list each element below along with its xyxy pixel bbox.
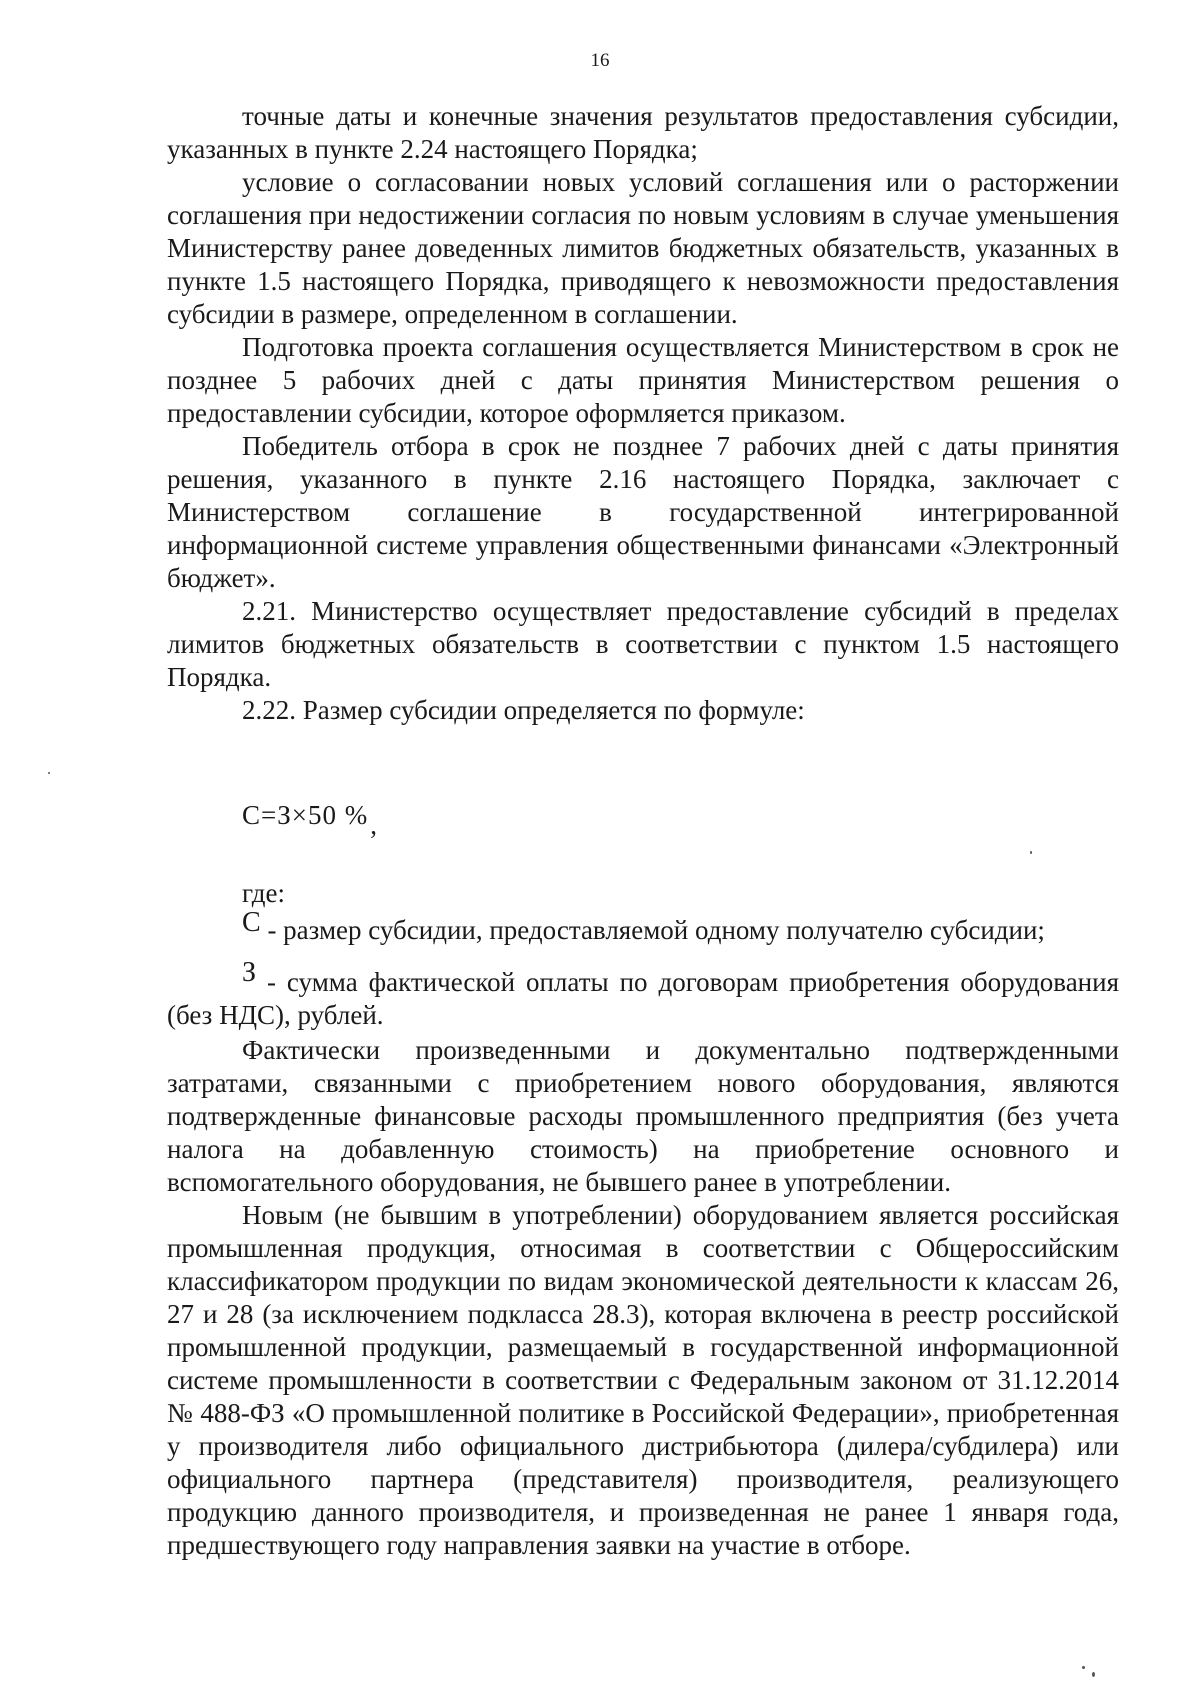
paragraph: Новым (не бывшим в употреблении) оборудованием является российская промышленная продукция, относимая в соответствии с Общероссийским классификатором продукции по видам экономической деятельности к классам 26, 27 и 28 (за исключением подкласса 28.3), которая включена в реестр российской промышленной продукции, размещаемый в государственной информационной системе промышленности в соответствии с Федеральным законом от 31.12.2014 № 488-ФЗ «О промышленной политике в Российской Федерации», приобретенная у производителя либо официального дистрибьютора (дилера/субдилера) или официального партнера (представителя) производителя, реализующего продукцию данного производителя, и произведенная не ранее 1 января года, предшествующего году направления заявки на участие в отборе. [167, 1200, 1119, 1560]
definition-text: - размер субсидии, предоставляемой одному получателю субсидии; [260, 915, 1045, 945]
definition-symbol: З [242, 957, 257, 988]
paragraph: Подготовка проекта соглашения осуществляется Министерством в срок не позднее 5 рабочих дней с даты принятия Министерством решения о предоставлении субсидии, которое оформляется приказом. [167, 332, 1119, 428]
paragraph: точные даты и конечные значения результатов предоставления субсидии, указанных в пункте 2.24 настоящего Порядка; [167, 101, 1119, 164]
body-text-lower [167, 1034, 1119, 1562]
subsidy-formula [242, 800, 378, 840]
definition-symbol: С [242, 907, 261, 938]
definition-text: - сумма фактической оплаты по договорам приобретения оборудования (без НДС), рублей. [167, 967, 1119, 1030]
scan-speck [48, 772, 50, 774]
definition-z [167, 957, 1119, 1032]
definition-c [167, 907, 1119, 947]
formula-text: С=З×50 % [242, 800, 369, 830]
paragraph: 2.21. Министерство осуществляет предоставление субсидий в пределах лимитов бюджетных обязательств в соответствии с пунктом 1.5 настоящего Порядка. [167, 596, 1119, 692]
paragraph: условие о согласовании новых условий соглашения или о расторжении соглашения при недостижении согласия по новым условиям в случае уменьшения Министерству ранее доведенных лимитов бюджетных обязательств, указанных в пункте 1.5 настоящего Порядка, приводящего к невозможности предоставления субсидии в размере, определенном в соглашении. [167, 167, 1119, 329]
paragraph: Победитель отбора в срок не позднее 7 рабочих дней с даты принятия решения, указанного в пункте 2.16 настоящего Порядка, заключает с Министерством соглашение в государственной интегрированной информационной системе управления общественными финансами «Электронный бюджет». [167, 431, 1119, 593]
where-label: где: [242, 878, 285, 908]
paragraph: Фактически произведенными и документально подтвержденными затратами, связанными с приобретением нового оборудования, являются подтвержденные финансовые расходы промышленного предприятия (без учета налога на добавленную стоимость) на приобретение основного и вспомогательного оборудования, не бывшего ранее в употреблении. [167, 1035, 1119, 1197]
scan-speck [1082, 1666, 1085, 1669]
scan-speck [1092, 1672, 1095, 1677]
paragraph: 2.22. Размер субсидии определяется по формуле: [242, 695, 805, 725]
scan-speck [1030, 851, 1032, 854]
page-number: 16 [590, 50, 610, 71]
body-text-upper [167, 100, 1119, 727]
formula-comma: , [370, 810, 378, 840]
